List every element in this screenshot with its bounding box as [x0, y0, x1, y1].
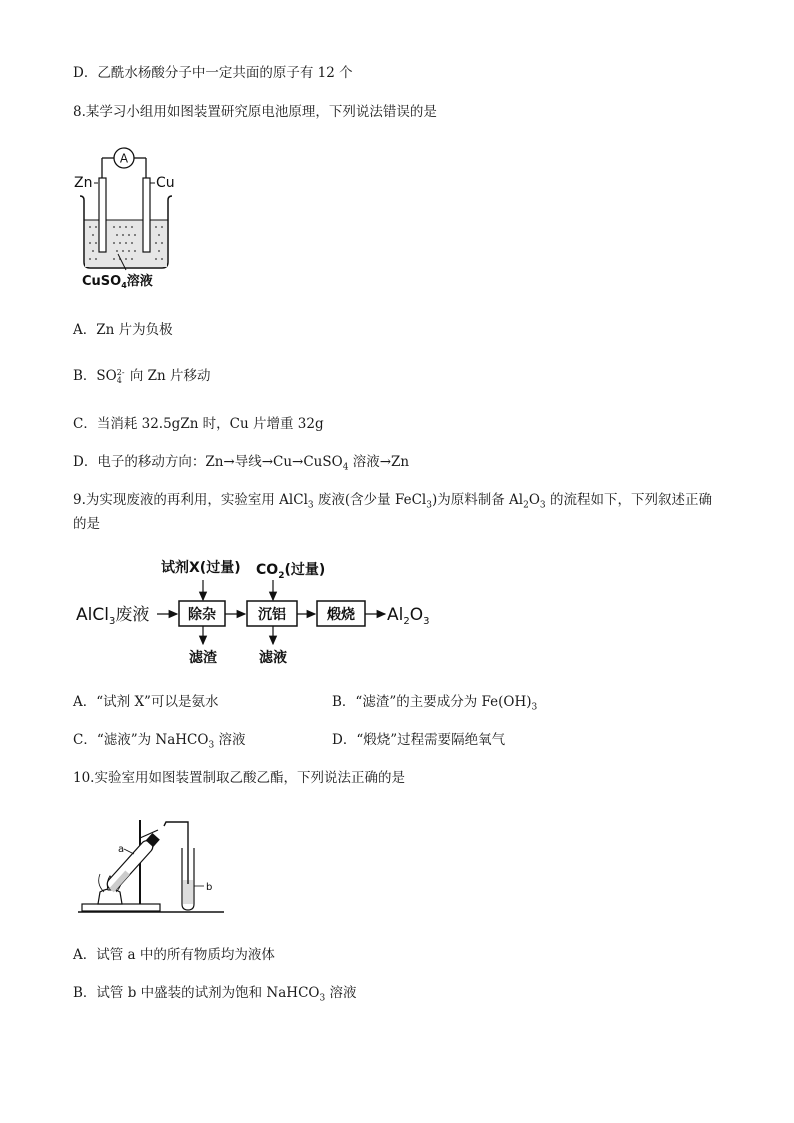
cu-electrode [143, 178, 150, 252]
q10-stem: 10.实验室用如图装置制取乙酸乙酯，下列说法正确的是 [73, 770, 405, 786]
solution-label: CuSO$_4$溶液 [82, 274, 153, 290]
galvanic-cell-figure [70, 142, 190, 292]
end-product: $Al_2O_3$ [387, 605, 430, 627]
co2-label: $CO_2$(过量) [256, 562, 326, 581]
ammeter-label: A [119, 151, 129, 166]
esterification-apparatus-figure [78, 812, 228, 920]
q7-option-d: D．乙酰水杨酸分子中一定共面的原子有 12 个 [73, 65, 353, 81]
q9-option-c: C．“滤液”为 NaHCO$_3$ 溶液 [73, 732, 246, 751]
q8-option-a: A．Zn 片为负极 [73, 322, 173, 338]
q9-option-b: B．“滤渣”的主要成分为 $Fe(OH)_3$ [332, 694, 538, 713]
svg-text:除杂: 除杂 [188, 607, 216, 623]
zn-electrode-label: Zn [74, 175, 93, 191]
cu-electrode-label: Cu [156, 175, 175, 191]
output-filtrate: 滤液 [259, 650, 287, 666]
svg-text:煅烧: 煅烧 [327, 607, 355, 623]
zn-electrode [99, 178, 106, 252]
alcohol-lamp-icon [98, 889, 122, 904]
q9-option-a: A．“试剂 X”可以是氨水 [73, 694, 219, 710]
label-b: b [206, 882, 213, 893]
test-tube-a [105, 838, 155, 892]
q8-stem: 8.某学习小组用如图装置研究原电池原理，下列说法错误的是 [73, 104, 437, 120]
start-material: AlCl$_3$废液 [76, 605, 150, 627]
output-residue: 滤渣 [189, 650, 217, 666]
q10-option-a: A．试管 a 中的所有物质均为液体 [73, 947, 275, 963]
q10-option-b: B．试管 b 中盛装的试剂为饱和 NaHCO$_3$ 溶液 [73, 985, 357, 1004]
q9-stem: 9.为实现废液的再利用，实验室用 AlCl$_3$ 废液(含少量 FeCl$_3$)为原料制备 $Al_2O_3$ 的流程如下，下列叙述正确 [73, 492, 712, 511]
reagent-x-label: 试剂X(过量) [161, 560, 241, 576]
q9-option-d: D．“煅烧”过程需要隔绝氧气 [332, 732, 506, 748]
q8-option-c: C．当消耗 32.5gZn 时，Cu 片增重 32g [73, 416, 324, 432]
flow-chart [73, 556, 443, 671]
q8-option-b: B．SO 2- 4 向 Zn 片移动 [73, 367, 211, 385]
svg-text:沉铝: 沉铝 [258, 607, 286, 623]
q9-stem-line2: 的是 [73, 516, 100, 532]
q8-option-d: D．电子的移动方向：Zn→导线→Cu→CuSO$_4$ 溶液→Zn [73, 454, 410, 473]
label-a: a [118, 844, 125, 855]
